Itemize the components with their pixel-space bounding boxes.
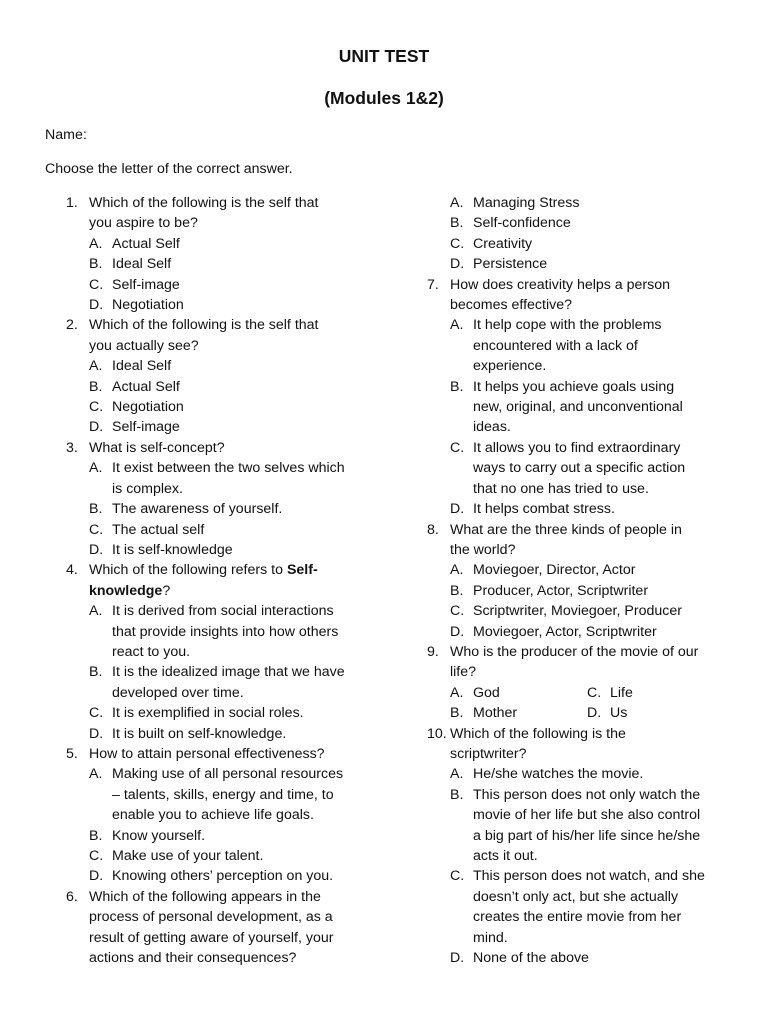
question-number: 2. bbox=[66, 317, 78, 334]
question-number: 3. bbox=[66, 439, 78, 456]
option-4c: C. It is exemplified in social roles. bbox=[89, 705, 304, 722]
option-8c: C. Scriptwriter, Moviegoer, Producer bbox=[450, 603, 682, 620]
question-number: 9. bbox=[427, 643, 439, 660]
option-2c: C. Negotiation bbox=[89, 399, 184, 416]
option-10c: C. This person does not watch, and she doesn’t only act, but she actually creates the entire movie from her mind. bbox=[450, 868, 705, 946]
option-2a: A. Ideal Self bbox=[89, 358, 172, 375]
option-3b: B. The awareness of yourself. bbox=[89, 501, 283, 518]
option-1a: A. Actual Self bbox=[89, 235, 180, 252]
instructions: Choose the letter of the correct answer. bbox=[45, 161, 293, 177]
option-9b: B. Mother bbox=[450, 705, 518, 722]
option-6d: D. Persistence bbox=[450, 256, 548, 273]
option-3c: C. The actual self bbox=[89, 521, 205, 538]
question-3 bbox=[66, 438, 366, 458]
option-10d: D. None of the above bbox=[450, 950, 589, 967]
question-text: Which of the following is the scriptwriter? bbox=[450, 725, 626, 762]
option-row-9bd bbox=[450, 703, 727, 723]
option-4d: D. It is built on self-knowledge. bbox=[89, 725, 287, 742]
option-6a: A. Managing Stress bbox=[450, 195, 580, 211]
question-8 bbox=[427, 520, 727, 561]
option-9c: C. Life bbox=[587, 684, 633, 701]
option-7d: D. It helps combat stress. bbox=[450, 501, 615, 518]
question-text: Which of the following is the self that you actually see? bbox=[89, 317, 319, 354]
option-5d: D. Knowing others’ perception on you. bbox=[89, 868, 334, 885]
question-text: How to attain personal effectiveness? bbox=[89, 745, 325, 762]
question-1 bbox=[66, 193, 366, 234]
option-10a: A. He/she watches the movie. bbox=[450, 766, 644, 783]
question-number: 10. bbox=[427, 725, 447, 742]
option-5b: B. Know yourself. bbox=[89, 827, 206, 844]
question-6 bbox=[66, 887, 366, 969]
option-row-9ac bbox=[450, 683, 727, 703]
question-number: 6. bbox=[66, 888, 78, 905]
option-9d: D. Us bbox=[587, 705, 628, 722]
option-1b: B. Ideal Self bbox=[89, 256, 172, 273]
option-8b: B. Producer, Actor, Scriptwriter bbox=[450, 582, 649, 599]
option-2d: D. Self-image bbox=[89, 419, 180, 436]
question-9 bbox=[427, 642, 727, 683]
question-5 bbox=[66, 744, 366, 764]
question-10 bbox=[427, 724, 727, 765]
option-6c: C. Creativity bbox=[450, 235, 533, 252]
option-1d: D. Negotiation bbox=[89, 297, 184, 314]
question-text: Who is the producer of the movie of our life? bbox=[450, 643, 699, 681]
option-5a: A. Making use of all personal resources – talents, skills, energy and time, to enable you to achieve life goals. bbox=[89, 766, 344, 824]
question-number: 7. bbox=[427, 276, 439, 293]
question-text: What are the three kinds of people in the world? bbox=[450, 521, 682, 558]
question-2 bbox=[66, 315, 366, 356]
name-label: Name: bbox=[45, 127, 87, 143]
option-8d: D. Moviegoer, Actor, Scriptwriter bbox=[450, 623, 657, 640]
question-number: 1. bbox=[66, 195, 78, 211]
page-subtitle: (Modules 1&2) bbox=[324, 88, 444, 108]
option-10b: B. This person does not only watch the movie of her life but she also control a big part of his/her life since he/she acts it out. bbox=[450, 786, 701, 864]
question-number: 5. bbox=[66, 745, 78, 762]
question-7 bbox=[427, 275, 727, 316]
option-8a: A. Moviegoer, Director, Actor bbox=[450, 562, 636, 579]
option-9a: A. God bbox=[450, 684, 500, 701]
option-4a: A. It is derived from social interactions that provide insights into how others react to you. bbox=[89, 603, 339, 660]
question-number: 8. bbox=[427, 521, 439, 538]
option-1c: C. Self-image bbox=[89, 276, 180, 293]
left-column bbox=[66, 193, 366, 968]
question-text: How does creativity helps a person becomes effective? bbox=[450, 276, 671, 314]
question-text: Which of the following refers to Self-knowledge? bbox=[89, 562, 318, 599]
option-6b: B. Self-confidence bbox=[450, 215, 571, 232]
question-number: 4. bbox=[66, 562, 78, 579]
option-3a: A. It exist between the two selves which is complex. bbox=[89, 460, 345, 497]
option-5c: C. Make use of your talent. bbox=[89, 848, 264, 864]
option-3d: D. It is self-knowledge bbox=[89, 541, 233, 558]
page-title: UNIT TEST bbox=[338, 46, 430, 66]
question-text: Which of the following is the self that you aspire to be? bbox=[89, 195, 319, 232]
question-text: Which of the following appears in the process of personal development, as a result of getting aware of yourself, your actions and their consequences? bbox=[89, 888, 334, 967]
option-7c: C. It allows you to find extraordinary ways to carry out a specific action that no one has tried to use. bbox=[450, 439, 686, 497]
option-2b: B. Actual Self bbox=[89, 378, 180, 395]
option-4b: B. It is the idealized image that we have developed over time. bbox=[89, 664, 345, 701]
option-7b: B. It helps you achieve goals using new, original, and unconventional ideas. bbox=[450, 378, 683, 436]
option-7a: A. It help cope with the problems encountered with a lack of experience. bbox=[450, 317, 662, 375]
right-column bbox=[427, 193, 727, 968]
question-4 bbox=[66, 560, 366, 601]
question-text: What is self-concept? bbox=[89, 439, 225, 456]
